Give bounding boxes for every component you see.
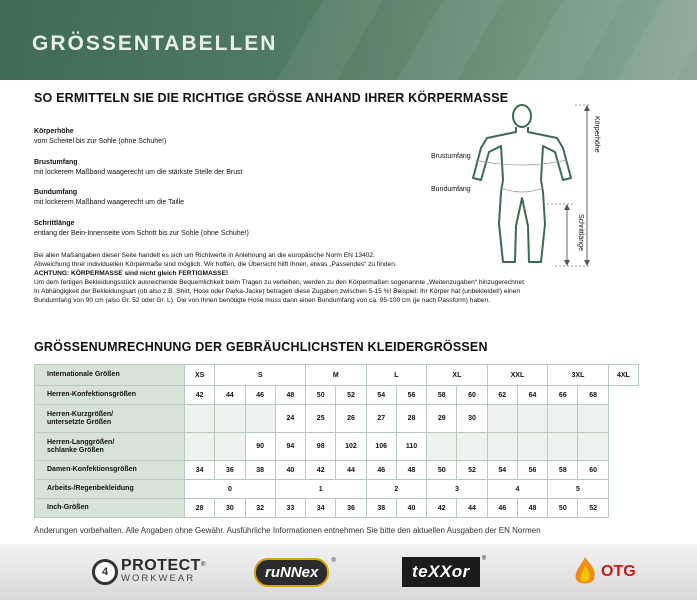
table-cell: M (306, 365, 367, 386)
table-cell: 26 (336, 405, 366, 433)
table-cell: 52 (457, 461, 487, 480)
label-koerperhoehe: Körperhöhe (593, 116, 600, 153)
size-table (34, 364, 639, 518)
table-cell: 52 (336, 386, 366, 405)
texxor-name: teXXor (412, 562, 470, 581)
table-cell: 46 (487, 499, 517, 518)
table-cell: 30 (457, 405, 487, 433)
table-cell: 34 (306, 499, 336, 518)
table-cell: 25 (306, 405, 336, 433)
table-cell: 68 (578, 386, 608, 405)
table-cell: 36 (336, 499, 366, 518)
table-cell: 40 (396, 499, 426, 518)
table-cell-empty (578, 433, 608, 461)
table-cell: 5 (548, 480, 609, 499)
table-cell: 52 (578, 499, 608, 518)
body-measure-figure (415, 100, 695, 270)
section-heading-table: GRÖSSENUMRECHNUNG DER GEBRÄUCHLICHSTEN KLEIDERGRÖSSEN (34, 340, 488, 354)
label-brustumfang: Brustumfang (431, 153, 471, 160)
row-label-line: Herren-Langgrößen/ (47, 438, 115, 446)
table-cell: 44 (215, 386, 245, 405)
texxor-reg: ® (481, 556, 487, 562)
table-cell: 0 (185, 480, 276, 499)
table-cell: 50 (306, 386, 336, 405)
table-cell-empty (457, 433, 487, 461)
table-cell-empty (548, 405, 578, 433)
measure-title: Schrittlänge (34, 220, 75, 227)
table-cell: 44 (457, 499, 487, 518)
label-bundumfang: Bundumfang (431, 186, 471, 193)
measure-item (34, 158, 414, 177)
table-cell-empty (487, 433, 517, 461)
otg-name: OTG (601, 563, 636, 580)
table-cell: 32 (245, 499, 275, 518)
table-cell: 50 (427, 461, 457, 480)
table-cell-empty (185, 405, 215, 433)
table-cell: 4XL (608, 365, 638, 386)
table-cell: 24 (275, 405, 305, 433)
table-cell: 54 (487, 461, 517, 480)
measure-item (34, 127, 414, 146)
header-banner (0, 0, 697, 80)
table-row (35, 461, 639, 480)
table-cell: 110 (396, 433, 426, 461)
protect-wordmark (121, 557, 206, 584)
table-cell: 54 (366, 386, 396, 405)
measure-item (34, 188, 414, 207)
protect-sub: WORKWEAR (121, 573, 196, 584)
table-cell: 58 (548, 461, 578, 480)
table-cell: 56 (517, 461, 547, 480)
protect-badge-icon: 4 (92, 559, 118, 585)
table-cell: 42 (306, 461, 336, 480)
row-label (35, 405, 185, 433)
protect-name: PROTECT (121, 557, 201, 574)
measure-title: Bundumfang (34, 189, 78, 196)
info-line: Abweichung Ihrer individuellen Körpermaße sind möglich. Wir hoffen, die Übersicht hilft Ihnen, etwas „Passendes“ zu finden. (34, 261, 397, 269)
table-cell-empty (427, 433, 457, 461)
table-cell: XS (185, 365, 215, 386)
table-cell: 38 (245, 461, 275, 480)
measure-text: entlang der Bein-Innenseite vom Schritt bis zur Sohle (ohne Schuhe!) (34, 229, 249, 237)
table-cell: 58 (427, 386, 457, 405)
info-paragraph (34, 251, 526, 306)
table-cell: 60 (578, 461, 608, 480)
table-cell: 30 (215, 499, 245, 518)
row-label: Herren-Konfektionsgrößen (35, 386, 185, 405)
label-schrittlaenge: Schrittlänge (577, 214, 584, 251)
info-line: Bundumfang von 90 cm (also Gr. 52 oder Gr. L). Die von Ihnen benötigte Hose muss dann einen Bundumfang von ca. 95-100 cm (je nach Passform) haben. (34, 297, 490, 305)
table-cell: 64 (517, 386, 547, 405)
brand-strip (0, 544, 697, 600)
brand-protect (92, 544, 205, 600)
table-cell: 36 (215, 461, 245, 480)
measure-text: mit lockerem Maßband waagerecht um die Taille (34, 198, 185, 206)
table-row (35, 405, 639, 433)
row-label: Arbeits-/Regenbekleidung (35, 480, 185, 499)
table-cell: 46 (366, 461, 396, 480)
table-cell: 33 (275, 499, 305, 518)
brand-runnex (254, 544, 336, 600)
disclaimer: Änderungen vorbehalten. Alle Angaben ohne Gewähr. Ausführliche Informationen entnehmen Sie bitte den aktuellen Ausgaben der EN Normen (34, 526, 541, 535)
table-cell-empty (487, 405, 517, 433)
table-cell: 29 (427, 405, 457, 433)
table-cell-empty (578, 405, 608, 433)
table-row (35, 480, 639, 499)
table-cell: 28 (185, 499, 215, 518)
table-cell: 3XL (548, 365, 609, 386)
table-cell: 42 (185, 386, 215, 405)
table-cell-empty (245, 405, 275, 433)
info-line: Bei allen Maßangaben dieser Seite handelt es sich um Richtwerte in Anlehnung an die europäische Norm EN 13402. (34, 252, 375, 259)
table-cell: 46 (245, 386, 275, 405)
measure-text: mit lockerem Maßband waagerecht um die stärkste Stelle der Brust (34, 168, 243, 176)
table-cell: XXL (487, 365, 548, 386)
runnex-reg: ® (331, 558, 336, 564)
table-cell: 48 (275, 386, 305, 405)
table-cell: S (215, 365, 306, 386)
table-cell: 2 (366, 480, 427, 499)
table-row (35, 386, 639, 405)
info-line: Um dem fertigen Bekleidungsstück ausreichende Bequemlichkeit beim Tragen zu verleihen, werden zu den Körpermaßen sogenannte „Weitenzugaben“ hinzugerechnet. (34, 279, 526, 287)
measure-item (34, 219, 414, 238)
table-cell: 34 (185, 461, 215, 480)
table-cell: 28 (396, 405, 426, 433)
table-cell: 42 (427, 499, 457, 518)
section-heading-measure: SO ERMITTELN SIE DIE RICHTIGE GRÖSSE ANHAND IHRER KÖRPERMASSE (34, 91, 509, 105)
row-label: Inch-Größen (35, 499, 185, 518)
table-cell: 40 (275, 461, 305, 480)
info-warning: ACHTUNG: KÖRPERMASSE sind nicht gleich FERTIGMASSE! (34, 270, 229, 278)
info-line: In Abhängigkeit der Bekleidungsart (ob also z.B. Shirt, Hose oder Parka-Jacke) betragen diese Zugaben zwischen 5-15 %! Beispiel: Ihr Körper hat (unbekleidet!) einen (34, 288, 521, 296)
table-cell-empty (517, 433, 547, 461)
table-cell: 106 (366, 433, 396, 461)
table-cell: 60 (457, 386, 487, 405)
table-cell: 27 (366, 405, 396, 433)
table-cell: XL (427, 365, 488, 386)
protect-reg: ® (200, 562, 206, 568)
brand-otg (570, 544, 636, 600)
table-row (35, 433, 639, 461)
table-cell: 98 (306, 433, 336, 461)
brand-texxor (402, 544, 486, 600)
otg-flame-icon (570, 555, 600, 589)
table-cell: 38 (366, 499, 396, 518)
table-cell: 56 (396, 386, 426, 405)
row-label: Internationale Größen (35, 365, 185, 386)
table-cell: 94 (275, 433, 305, 461)
table-cell: 66 (548, 386, 578, 405)
table-cell: 48 (517, 499, 547, 518)
table-cell: 4 (487, 480, 548, 499)
table-cell: 3 (427, 480, 488, 499)
table-cell-empty (215, 405, 245, 433)
row-label: Damen-Konfektionsgrößen (35, 461, 185, 480)
table-row (35, 499, 639, 518)
row-label-line: schlanke Größen (47, 446, 104, 454)
row-label-line: Herren-Kurzgrößen/ (47, 410, 114, 418)
table-cell-empty (548, 433, 578, 461)
page-title: GRÖSSENTABELLEN (32, 32, 278, 55)
table-cell: 62 (487, 386, 517, 405)
table-cell: 44 (336, 461, 366, 480)
table-cell: 50 (548, 499, 578, 518)
table-cell-empty (517, 405, 547, 433)
table-cell: 1 (275, 480, 366, 499)
table-cell: 102 (336, 433, 366, 461)
table-cell-empty (185, 433, 215, 461)
measure-title: Brustumfang (34, 159, 78, 166)
table-cell: 90 (245, 433, 275, 461)
measure-title: Körperhöhe (34, 128, 74, 135)
table-cell-empty (215, 433, 245, 461)
measure-text: vom Scheitel bis zur Sohle (ohne Schuhe!) (34, 137, 167, 145)
table-cell: L (366, 365, 427, 386)
row-label (35, 433, 185, 461)
table-row (35, 365, 639, 386)
texxor-logo (402, 557, 480, 587)
row-label-line: untersetzte Größen (47, 418, 112, 426)
runnex-logo: ruNNex (254, 558, 329, 587)
table-cell: 48 (396, 461, 426, 480)
